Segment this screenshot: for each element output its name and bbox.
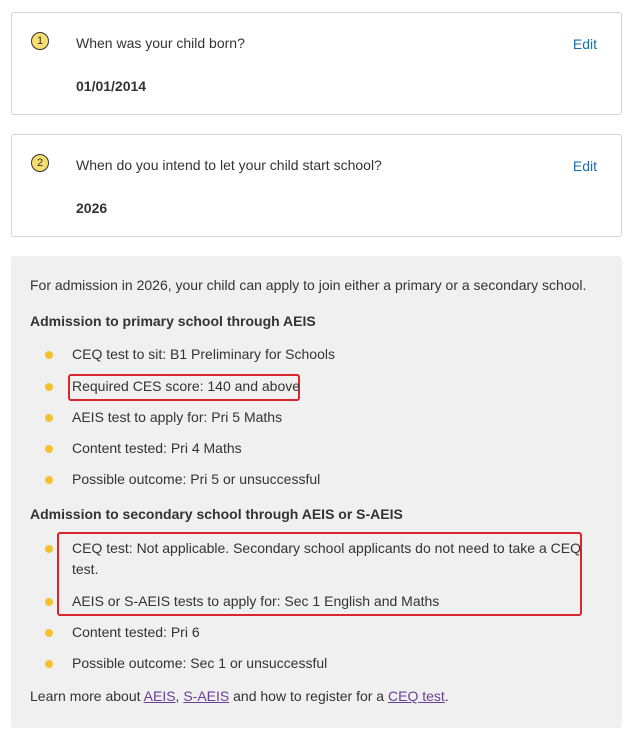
- aeis-link[interactable]: AEIS: [143, 688, 176, 704]
- question-card-1: [11, 12, 622, 115]
- footer-separator: ,: [175, 688, 184, 704]
- admission-info-panel: [11, 256, 622, 728]
- list-item: Required CES score: 140 and above: [72, 378, 301, 394]
- bullet-icon: [45, 598, 53, 606]
- list-item: CEQ test: Not applicable. Secondary school applicants do not need to take a CEQ test.: [72, 540, 581, 577]
- bullet-icon: [45, 383, 53, 391]
- question-card-2: [11, 134, 622, 237]
- ceq-test-link[interactable]: CEQ test: [388, 688, 445, 704]
- question-text: When do you intend to let your child start school?: [76, 157, 382, 173]
- s-aeis-link[interactable]: S-AEIS: [183, 688, 230, 704]
- list-item: Content tested: Pri 4 Maths: [72, 440, 242, 456]
- bullet-icon: [45, 629, 53, 637]
- learn-more-text: [30, 688, 449, 704]
- list-item: CEQ test to sit: B1 Preliminary for Schools: [72, 346, 335, 362]
- bullet-icon: [45, 660, 53, 668]
- list-item: Possible outcome: Sec 1 or unsuccessful: [72, 655, 328, 671]
- question-text: When was your child born?: [76, 35, 245, 51]
- edit-link[interactable]: Edit: [572, 36, 597, 52]
- list-item: AEIS test to apply for: Pri 5 Maths: [72, 409, 283, 425]
- bullet-icon: [45, 414, 53, 422]
- list-item: Possible outcome: Pri 5 or unsuccessful: [72, 471, 321, 487]
- step-number-badge: 1: [31, 32, 49, 50]
- footer-prefix: Learn more about: [30, 688, 144, 704]
- list-item: AEIS or S-AEIS tests to apply for: Sec 1 English and Maths: [72, 593, 440, 609]
- footer-suffix: .: [444, 688, 449, 704]
- secondary-heading: Admission to secondary school through AEIS or S-AEIS: [30, 506, 403, 522]
- intro-text: For admission in 2026, your child can apply to join either a primary or a secondary school.: [30, 277, 587, 293]
- footer-middle: and how to register for a: [229, 688, 388, 704]
- bullet-icon: [45, 351, 53, 359]
- bullet-icon: [45, 545, 53, 553]
- primary-heading: Admission to primary school through AEIS: [30, 313, 316, 329]
- step-number-badge: 2: [31, 154, 49, 172]
- bullet-icon: [45, 445, 53, 453]
- answer-value: 2026: [76, 200, 108, 216]
- edit-link[interactable]: Edit: [572, 158, 597, 174]
- list-item: Content tested: Pri 6: [72, 624, 200, 640]
- answer-value: 01/01/2014: [76, 78, 147, 94]
- bullet-icon: [45, 476, 53, 484]
